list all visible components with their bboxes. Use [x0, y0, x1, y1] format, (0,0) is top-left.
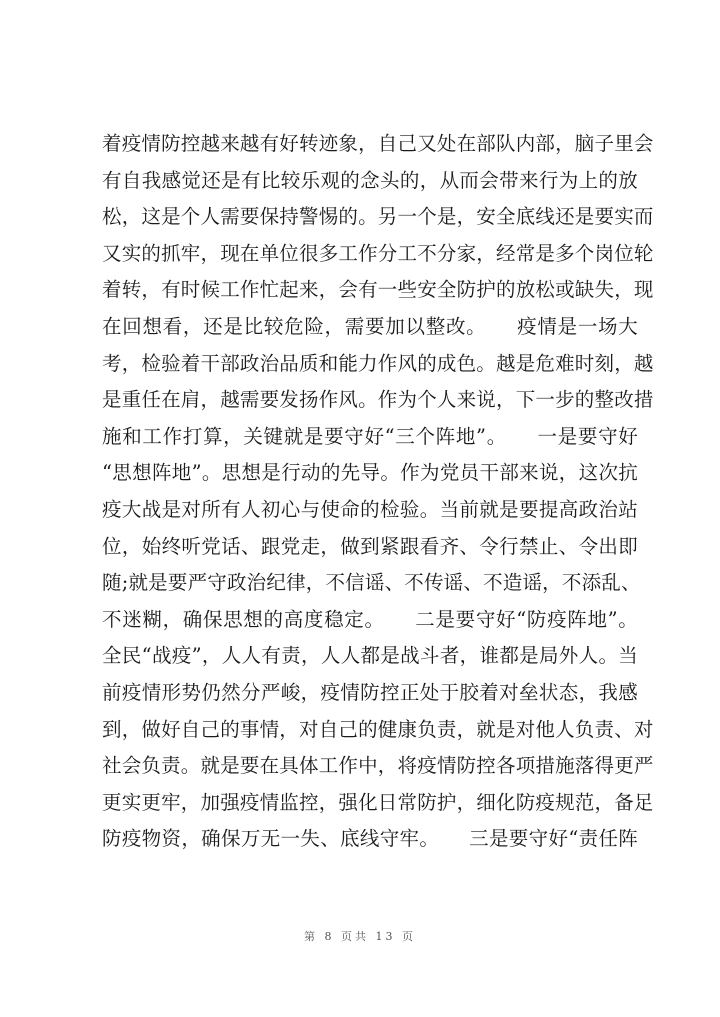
text-line: 防疫物资，确保万无一失、底线守牢。 三是要守好“责任阵 — [102, 827, 638, 851]
body-text — [102, 126, 654, 858]
text-line: 前疫情形势仍然分严峻，疫情防控正处于胶着对垒状态，我感 — [102, 680, 638, 704]
text-line: 是重任在肩，越需要发扬作风。作为个人来说，下一步的整改措 — [102, 388, 654, 412]
text-line: 又实的抓牢，现在单位很多工作分工不分家，经常是多个岗位轮 — [102, 241, 654, 265]
text-line: 有自我感觉还是有比较乐观的念头的，从而会带来行为上的放 — [102, 168, 638, 192]
text-line: 到，做好自己的事情，对自己的健康负责，就是对他人负责、对 — [102, 717, 654, 741]
text-line: 不迷糊，确保思想的高度稳定。 二是要守好“防疫阵地”。 — [102, 607, 638, 631]
page-number-footer: 第 8 页共 13 页 — [304, 930, 416, 943]
text-line: 着转，有时候工作忙起来，会有一些安全防护的放松或缺失，现 — [102, 278, 654, 302]
text-line: 位，始终听党话、跟党走，做到紧跟看齐、令行禁止、令出即 — [102, 534, 638, 558]
text-line: 施和工作打算，关键就是要守好“三个阵地”。 一是要守好 — [102, 424, 638, 448]
text-line: 松，这是个人需要保持警惕的。另一个是，安全底线还是要实而 — [102, 205, 654, 229]
text-line: 着疫情防控越来越有好转迹象，自己又处在部队内部，脑子里会 — [102, 132, 654, 155]
text-line: 考，检验着干部政治品质和能力作风的成色。越是危难时刻，越 — [102, 351, 654, 375]
text-line: 全民“战疫”，人人有责，人人都是战斗者，谁都是局外人。当 — [102, 644, 638, 668]
text-line: “思想阵地”。思想是行动的先导。作为党员干部来说，这次抗 — [102, 461, 638, 485]
text-line: 随;就是要严守政治纪律，不信谣、不传谣、不造谣，不添乱、 — [102, 571, 641, 595]
text-line: 更实更牢，加强疫情监控，强化日常防护，细化防疫规范，备足 — [102, 790, 654, 814]
text-line: 在回想看，还是比较危险，需要加以整改。 疫情是一场大 — [102, 314, 638, 338]
text-line: 疫大战是对所有人初心与使命的检验。当前就是要提高政治站 — [102, 497, 638, 521]
text-line: 社会负责。就是要在具体工作中，将疫情防控各项措施落得更严 — [102, 754, 654, 778]
